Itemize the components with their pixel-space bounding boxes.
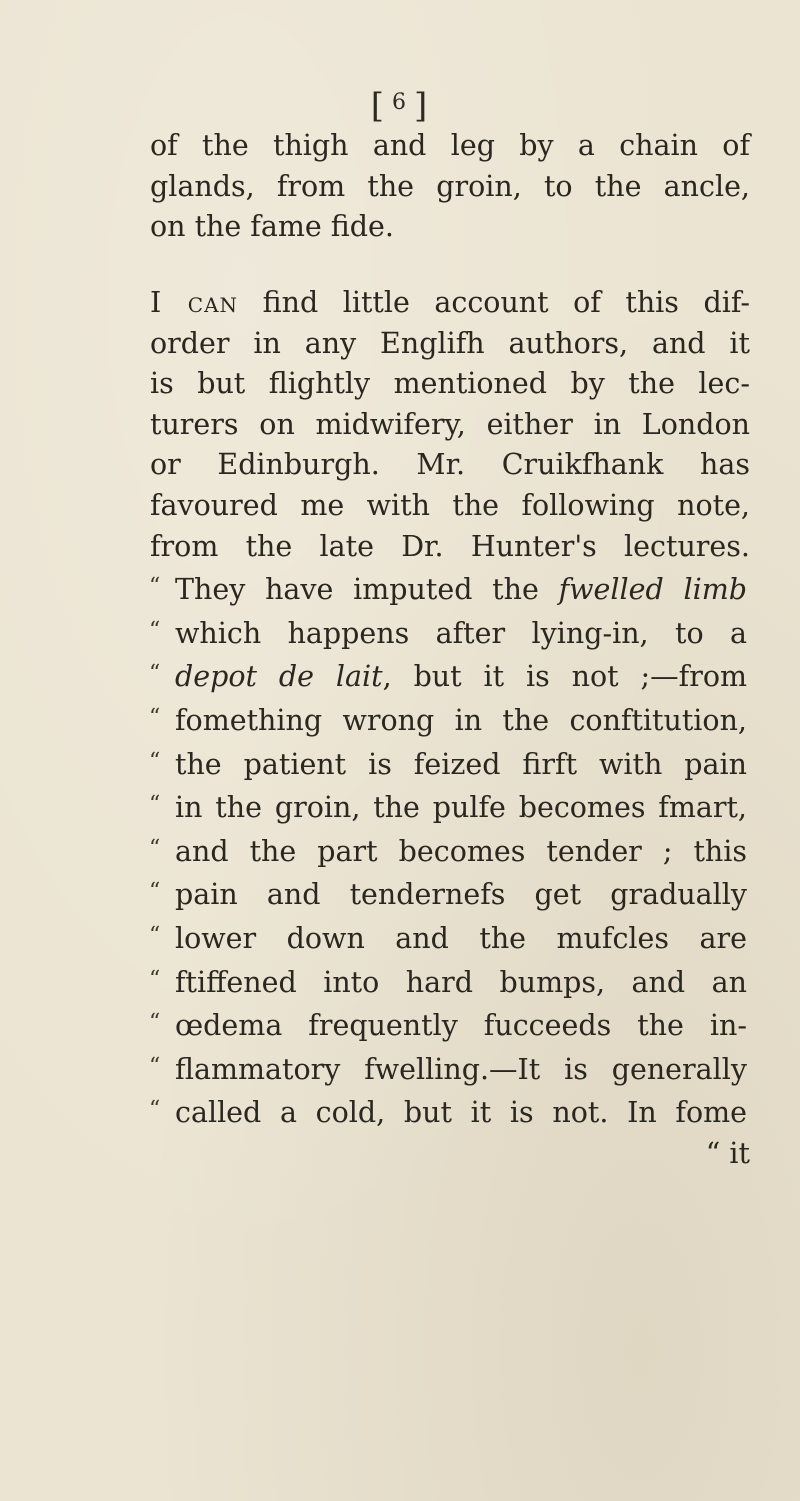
text-line: [150, 283, 750, 324]
text-line: turers on midwifery, either in London: [150, 407, 750, 441]
quote-mark: “: [149, 966, 161, 992]
quote-line: “ œdema frequently fucceeds the in-: [150, 1003, 750, 1047]
text-line: or Edinburgh. Mr. Cruikfhank has: [150, 448, 750, 482]
quote-mark: “: [149, 574, 161, 600]
open-bracket: [: [370, 86, 386, 126]
text-line: on the fame fide.: [150, 210, 394, 244]
paragraph-continuation: [150, 126, 750, 248]
page-number-header: [0, 86, 800, 126]
quote-line: “ called a cold, but it is not. In fome: [150, 1090, 750, 1134]
text-line: favoured me with the following note,: [150, 488, 750, 522]
quote-mark: “: [149, 1097, 161, 1123]
quote-mark: “: [149, 879, 161, 905]
quote-line: “ pain and tendernefs get gradually: [150, 872, 750, 916]
quote-mark: “: [149, 704, 161, 730]
italic-phrase: fwelled limb: [558, 573, 748, 607]
quote-mark: “: [149, 617, 161, 643]
quote-line: “ the patient is feized firft with pain: [150, 742, 750, 786]
quote-line: “ lower down and the mufcles are: [150, 916, 750, 960]
quote-mark: “: [149, 792, 161, 818]
paragraph-main: [150, 283, 750, 1174]
text-line: of the thigh and leg by a chain of: [150, 129, 750, 162]
quote-line: “ fomething wrong in the conftitution,: [150, 698, 750, 742]
quote-line: “ flammatory fwelling.—It is generally: [150, 1047, 750, 1091]
quote-mark: “: [149, 748, 161, 774]
text-line: is but flightly mentioned by the lec-: [150, 367, 750, 401]
lead-capital: I can: [150, 286, 239, 319]
text-line-rest: find little account of this dif-: [238, 286, 750, 319]
quote-mark: “: [149, 661, 161, 687]
close-bracket: ]: [414, 86, 430, 126]
quote-line: “ and the part becomes tender ; this: [150, 829, 750, 873]
italic-phrase: depot de lait: [175, 660, 383, 694]
quotation-block: [150, 567, 750, 1174]
quote-mark: “: [149, 922, 161, 948]
quote-mark: “: [149, 1010, 161, 1036]
quote-mark: “: [149, 1053, 161, 1079]
catchword: “ it: [705, 1136, 750, 1170]
quote-line: “ depot de lait, but it is not ;—from: [150, 654, 750, 698]
quote-line: “ in the groin, the pulfe becomes fmart,: [150, 785, 750, 829]
quote-line: “ which happens after lying-in, to a: [150, 611, 750, 655]
text-line: glands, from the groin, to the ancle,: [150, 169, 750, 203]
quote-line: “ ftiffened into hard bumps, and an: [150, 960, 750, 1004]
text-line: from the late Dr. Hunter's lectures.: [150, 529, 750, 563]
quote-line: “ They have imputed the fwelled limb: [150, 567, 750, 611]
page-number: 6: [392, 90, 408, 115]
text-line: order in any Englifh authors, and it: [150, 326, 750, 360]
quote-mark: “: [149, 835, 161, 861]
